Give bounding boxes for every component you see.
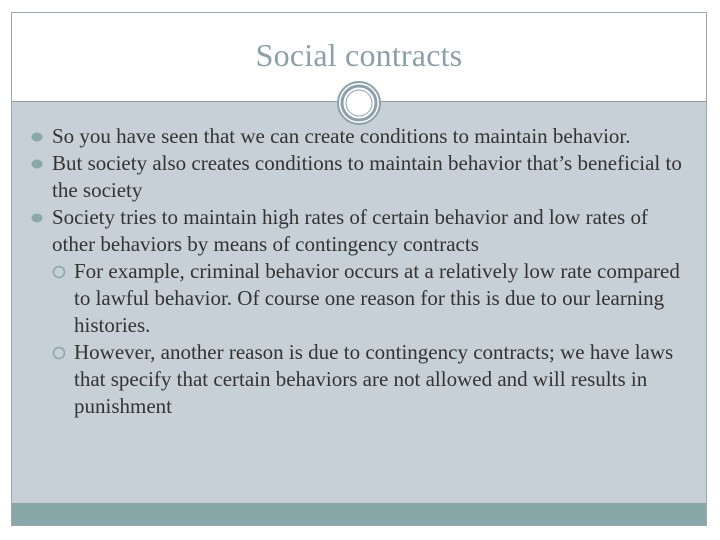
- bullet-text: So you have seen that we can create conditions to maintain behavior.: [52, 124, 631, 148]
- footer-bar: [12, 503, 706, 525]
- bullet-text: But society also creates conditions to maintain behavior that’s beneficial to the society: [52, 151, 682, 202]
- filled-oval-bullet-icon: [31, 213, 43, 223]
- sub-bullet-text: For example, criminal behavior occurs at a relatively low rate compared to lawful behavior. Of course one reason for this is due to our learning histories.: [74, 259, 680, 337]
- hollow-circle-bullet-icon: [52, 346, 66, 360]
- bullet-item: [28, 204, 688, 258]
- slide-body: [28, 123, 688, 420]
- filled-oval-bullet-icon: [31, 132, 43, 142]
- filled-oval-bullet-icon: [31, 159, 43, 169]
- bullet-text: Society tries to maintain high rates of certain behavior and low rates of other behaviors by means of contingency contracts: [52, 205, 648, 256]
- double-ring-ornament-icon: [336, 80, 382, 126]
- sub-bullet-item: [28, 258, 688, 339]
- sub-bullet-text: However, another reason is due to contingency contracts; we have laws that specify that certain behaviors are not allowed and will results in punishment: [74, 340, 674, 418]
- slide-title: Social contracts: [255, 37, 463, 73]
- bullet-item: [28, 150, 688, 204]
- sub-bullet-item: [28, 339, 688, 420]
- bullet-item: [28, 123, 688, 150]
- slide: [11, 12, 707, 526]
- hollow-circle-bullet-icon: [52, 265, 66, 279]
